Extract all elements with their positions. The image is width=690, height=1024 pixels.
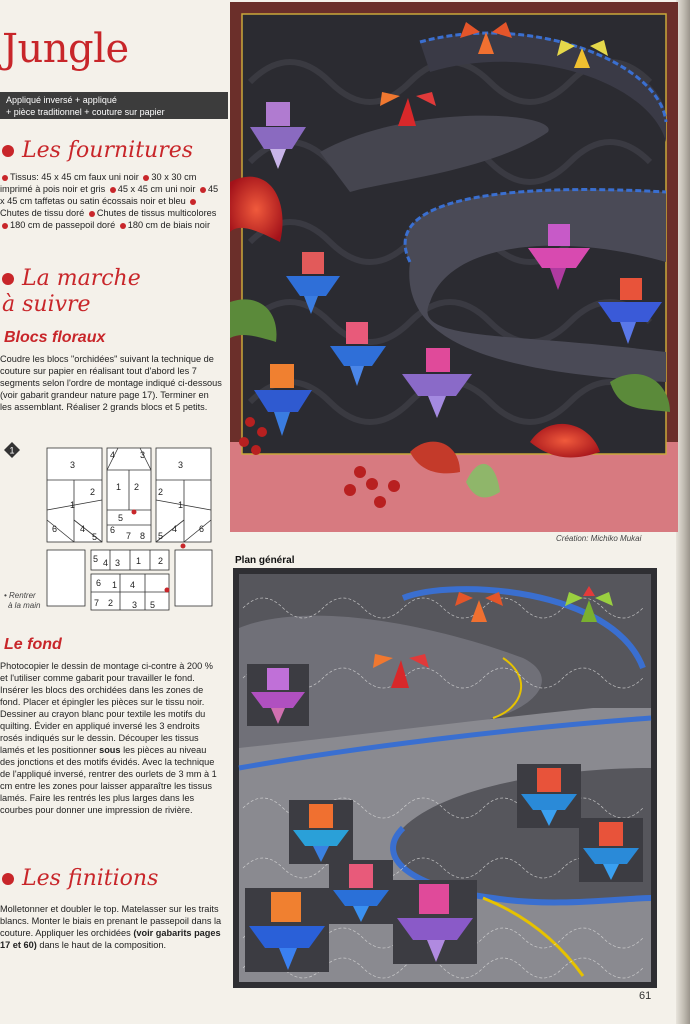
svg-text:6: 6 [96,578,102,588]
layout-plan-diagram [233,568,657,988]
piecing-diagram [0,440,228,620]
le-fond-title: Le fond [4,636,62,653]
blocs-floraux-text: Coudre les blocs "orchidées" suivant la technique de couture sur papier en réalisant tout d'abord les 7 segments selon l'ordre de montage indiqué ci-dessous (voir gabarit grandeur nature page 17). Terminer en les assemblant. Réaliser 2 grands blocs et 5 petits. [0,354,222,412]
finitions-bold-ref: (voir gabarits pages 17 et 60) [0,928,221,950]
svg-text:1: 1 [9,445,15,456]
instructions-column [0,0,228,1024]
technique-line-2: + pièce traditionnel + couture sur papier [6,107,165,117]
fournitures-heading-text: Les fournitures [22,138,194,163]
svg-text:2: 2 [158,556,164,566]
bullet-icon [2,273,14,285]
fournitures-list [0,171,222,231]
svg-text:5: 5 [92,532,98,542]
section-heading-fournitures [2,138,193,163]
marche-heading-line-1: La marche [22,266,141,291]
svg-text:3: 3 [178,460,184,470]
orchid-icon [393,880,477,964]
svg-text:2: 2 [158,487,164,497]
orchid-icon [289,800,353,864]
technique-line-1: Appliqué inversé + appliqué [6,95,117,105]
svg-text:3: 3 [132,600,138,610]
orchid-icon [579,818,643,882]
bullet-icon [89,211,95,217]
svg-text:3: 3 [70,460,76,470]
section-heading-marche [2,266,141,318]
svg-text:5: 5 [93,554,99,564]
bullet-icon [120,223,126,229]
supply-item: 180 cm de passepoil doré [10,220,116,230]
supply-item: 45 x 45 cm uni noir [117,184,196,194]
finitions-text-part: dans le haut de la composition. [36,940,166,950]
bullet-icon [190,199,196,205]
supply-item: 30 x 30 cm imprimé à pois noir et gris [0,172,197,194]
svg-text:5: 5 [158,531,164,541]
marche-heading-line-2: à suivre [2,292,91,317]
svg-text:7: 7 [126,531,132,541]
bullet-icon [2,873,14,885]
svg-text:5: 5 [118,513,124,523]
bullet-icon [110,187,116,193]
svg-text:7: 7 [94,598,100,608]
svg-text:2: 2 [108,598,114,608]
section-heading-finitions [2,866,158,891]
finitions-heading-text: Les finitions [22,866,159,891]
supply-item: Tissus: 45 x 45 cm faux uni noir [10,172,139,182]
bullet-icon [2,175,8,181]
quilt-photo [230,2,678,532]
bullet-icon [200,187,206,193]
svg-text:4: 4 [130,580,136,590]
svg-text:1: 1 [178,500,184,510]
svg-text:1: 1 [70,500,76,510]
svg-text:1: 1 [136,556,142,566]
svg-text:2: 2 [134,482,140,492]
fond-bold-word: sous [99,745,121,755]
bullet-icon [2,223,8,229]
svg-text:2: 2 [90,487,96,497]
page-title: Jungle [2,26,129,72]
supply-item: Chutes de tissus multicolores [96,208,217,218]
svg-text:3: 3 [140,450,146,460]
svg-text:3: 3 [115,558,121,568]
svg-text:4: 4 [103,558,109,568]
svg-text:8: 8 [140,531,146,541]
le-fond-text [0,660,222,816]
fond-text-part: les pièces au niveau des jonctions et des motifs évidés. Avec la technique de l'appliqué inversé, rentrer des ourlets de 3 mm à 1 cm entre les zones pour laisser apparaître les tissus lamés. Faire les rentrés les plus larges dans les courbes pour donner une impression de rivière. [0,745,217,815]
svg-text:6: 6 [199,524,205,534]
svg-text:4: 4 [80,524,86,534]
page-number: 61 [639,990,652,1002]
svg-text:4: 4 [110,450,116,460]
svg-text:5: 5 [150,600,156,610]
page-gutter-shadow [676,0,690,1024]
fond-text-part: Photocopier le dessin de montage ci-contre à 200 % et l'utiliser comme gabarit pour travailler le fond. Insérer les blocs des orchidées dans les zones de fond. Placer et épingler les pièces sur le tissu noir. Dessiner au crayon blanc pour textile les motifs du quilting. Évider en appliqué inversé les 3 endroits rosés indiqués sur le dessin. Découper les tissus lamés et les positionner [0,661,213,755]
plan-label: Plan général [235,555,295,566]
orchid-icon [245,888,329,972]
photo-credit: Création: Michiko Mukai [556,534,642,543]
orchid-icon [329,860,393,924]
bullet-icon [143,175,149,181]
diagram-note-1: • Rentrer [4,591,36,600]
finitions-text-part: Molletonner et doubler le top. Matelasser sur les traits blancs. Monter le biais en prenant le passepoil dans la couture. Appliquer les orchidées [0,904,222,938]
supply-item: 180 cm de biais noir [127,220,211,230]
blocs-floraux-title: Blocs floraux [4,329,106,346]
supply-item: 45 x 45 cm taffetas ou satin écossais noir et bleu [0,184,219,206]
svg-text:6: 6 [52,524,58,534]
finitions-text [0,903,222,951]
bullet-icon [2,145,14,157]
svg-text:1: 1 [112,580,118,590]
supply-item: Chutes de tissu doré [0,208,85,218]
technique-band [0,92,228,119]
orchid-icon [517,764,581,828]
svg-text:4: 4 [172,524,178,534]
orchid-icon [247,664,309,726]
step-badge-icon [4,442,20,458]
diagram-note-2: à la main [8,601,41,610]
svg-text:1: 1 [116,482,122,492]
svg-text:6: 6 [110,525,116,535]
